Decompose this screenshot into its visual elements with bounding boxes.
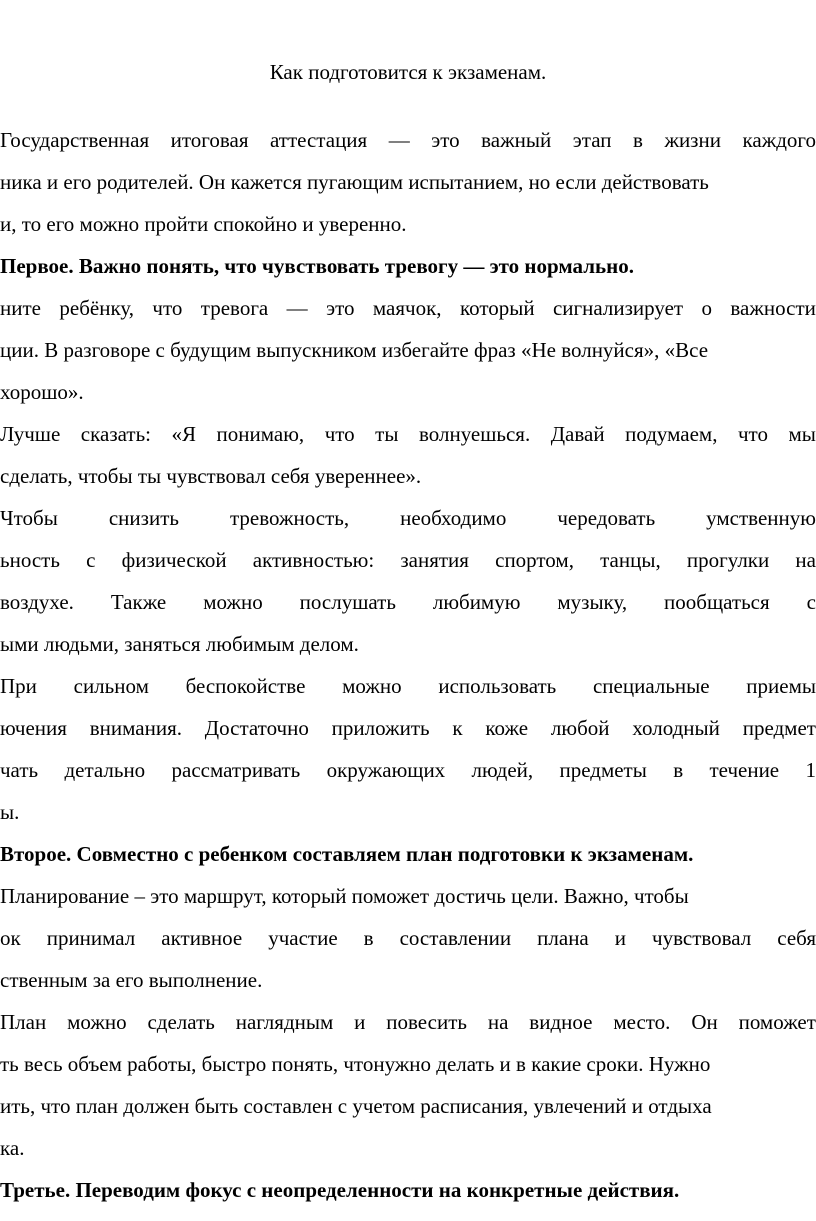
word: чувствовал [652,926,752,950]
word: себя [777,926,816,950]
word: участие [268,926,338,950]
word: приложить [331,716,430,740]
word: ты [375,422,399,446]
word: на [795,548,816,572]
document-title: Как подготовится к экзаменам. [269,60,547,84]
text-line: Третье. Переводим фокус с неопределенности на конкретные действия. [0,1178,680,1202]
word: мы [788,422,816,446]
word: рассматривать [171,758,301,782]
word: и [354,1010,366,1034]
word: место. [613,1010,671,1034]
text-line [0,546,816,574]
word: активностью: [252,548,375,572]
word: приемы [746,674,816,698]
word: в [363,926,374,950]
word: можно [67,1010,127,1034]
word: воздухе. [0,590,74,614]
word: видное [529,1010,593,1034]
word: коже [485,716,529,740]
word: наглядным [235,1010,334,1034]
word: музыку, [557,590,628,614]
word: поможет [738,1010,816,1034]
word: ребёнку, [59,296,135,320]
word: Также [110,590,167,614]
word: ьность [0,548,60,572]
word: это [431,128,460,152]
word: беспокойстве [185,674,306,698]
word: с [86,548,96,572]
word: умственную [706,506,816,530]
word: ните [0,296,41,320]
word: можно [342,674,402,698]
word: — [388,128,410,152]
word: важности [730,296,816,320]
word: каждого [742,128,816,152]
word: специальные [592,674,710,698]
word: необходимо [400,506,507,530]
text-line: хорошо». [0,380,84,404]
word: и [614,926,627,950]
word: сильном [73,674,149,698]
word: понимаю, [216,422,305,446]
text-line: Первое. Важно понять, что чувствовать тревогу — это нормально. [0,254,634,278]
text-line: ыми людьми, заняться любимым делом. [0,632,359,656]
word: При [0,674,37,698]
word: важный [481,128,552,152]
word: спортом, [495,548,574,572]
word: что [152,296,183,320]
word: чередовать [557,506,656,530]
word: с [806,590,816,614]
word: — [286,296,308,320]
word: что [737,422,768,446]
word: детально [64,758,146,782]
word: предметы [559,758,647,782]
word: тревожность, [229,506,350,530]
text-line: ы. [0,800,20,824]
text-line [0,714,816,742]
text-line: ственным за его выполнение. [0,968,263,992]
word: волнуешься. [418,422,531,446]
word: на [487,1010,509,1034]
word: снизить [108,506,179,530]
word: чать [0,758,39,782]
word: повесить [386,1010,467,1034]
word: аттестация [270,128,368,152]
word: плана [537,926,589,950]
word: «Я [171,422,197,446]
text-line: ка. [0,1136,25,1160]
word: предмет [742,716,816,740]
text-line [0,588,816,616]
text-line: Второе. Совместно с ребенком составляем план подготовки к экзаменам. [0,842,694,866]
word: составлении [399,926,512,950]
word: людей, [471,758,534,782]
word: любой [550,716,610,740]
word: занятия [400,548,469,572]
word: подумаем, [625,422,718,446]
word: Давай [550,422,605,446]
word: сигнализирует [552,296,684,320]
word: Он [691,1010,718,1034]
word: физической [121,548,227,572]
word: Лучше [0,422,61,446]
text-line: Планирование – это маршрут, который поможет достичь цели. Важно, чтобы [0,884,689,908]
word: окружающих [326,758,446,782]
text-line: ника и его родителей. Он кажется пугающим испытанием, но если действовать [0,170,709,194]
word: итоговая [170,128,249,152]
word: План [0,1010,47,1034]
word: принимал [46,926,136,950]
word: тревога [200,296,269,320]
word: Чтобы [0,506,58,530]
text-line: и, то его можно пройти спокойно и уверенно. [0,212,407,236]
word: в [633,128,643,152]
word: маячок, [372,296,442,320]
word: что [324,422,355,446]
text-line [0,924,816,952]
word: активное [161,926,243,950]
word: 1 [805,758,816,782]
word: этап [572,128,612,152]
word: можно [203,590,263,614]
text-line [0,504,816,532]
word: в [673,758,684,782]
word: ючения [0,716,67,740]
text-line: ить, что план должен быть составлен с учетом расписания, увлечений и отдыха [0,1094,712,1118]
word: послушать [299,590,396,614]
word: к [452,716,463,740]
word: течение [709,758,780,782]
word: о [701,296,712,320]
word: холодный [632,716,720,740]
word: сказать: [80,422,151,446]
text-line [0,1008,816,1036]
text-line [0,420,816,448]
word: использовать [438,674,557,698]
word: пообщаться [664,590,770,614]
word: любимую [432,590,521,614]
text-line: ции. В разговоре с будущим выпускником избегайте фраз «Не волнуйся», «Все [0,338,709,362]
word: Достаточно [204,716,309,740]
word: который [459,296,535,320]
word: ок [0,926,21,950]
word: сделать [147,1010,215,1034]
text-line: ть весь объем работы, быстро понять, чтонужно делать и в какие сроки. Нужно [0,1052,711,1076]
text-line: сделать, чтобы ты чувствовал себя увереннее». [0,464,422,488]
word: внимания. [89,716,182,740]
word: Государственная [0,128,150,152]
text-line [0,294,816,322]
text-line [0,126,816,154]
word: прогулки [686,548,770,572]
word: танцы, [600,548,661,572]
text-line [0,672,816,700]
word: это [326,296,355,320]
word: жизни [664,128,721,152]
text-line [0,756,816,784]
